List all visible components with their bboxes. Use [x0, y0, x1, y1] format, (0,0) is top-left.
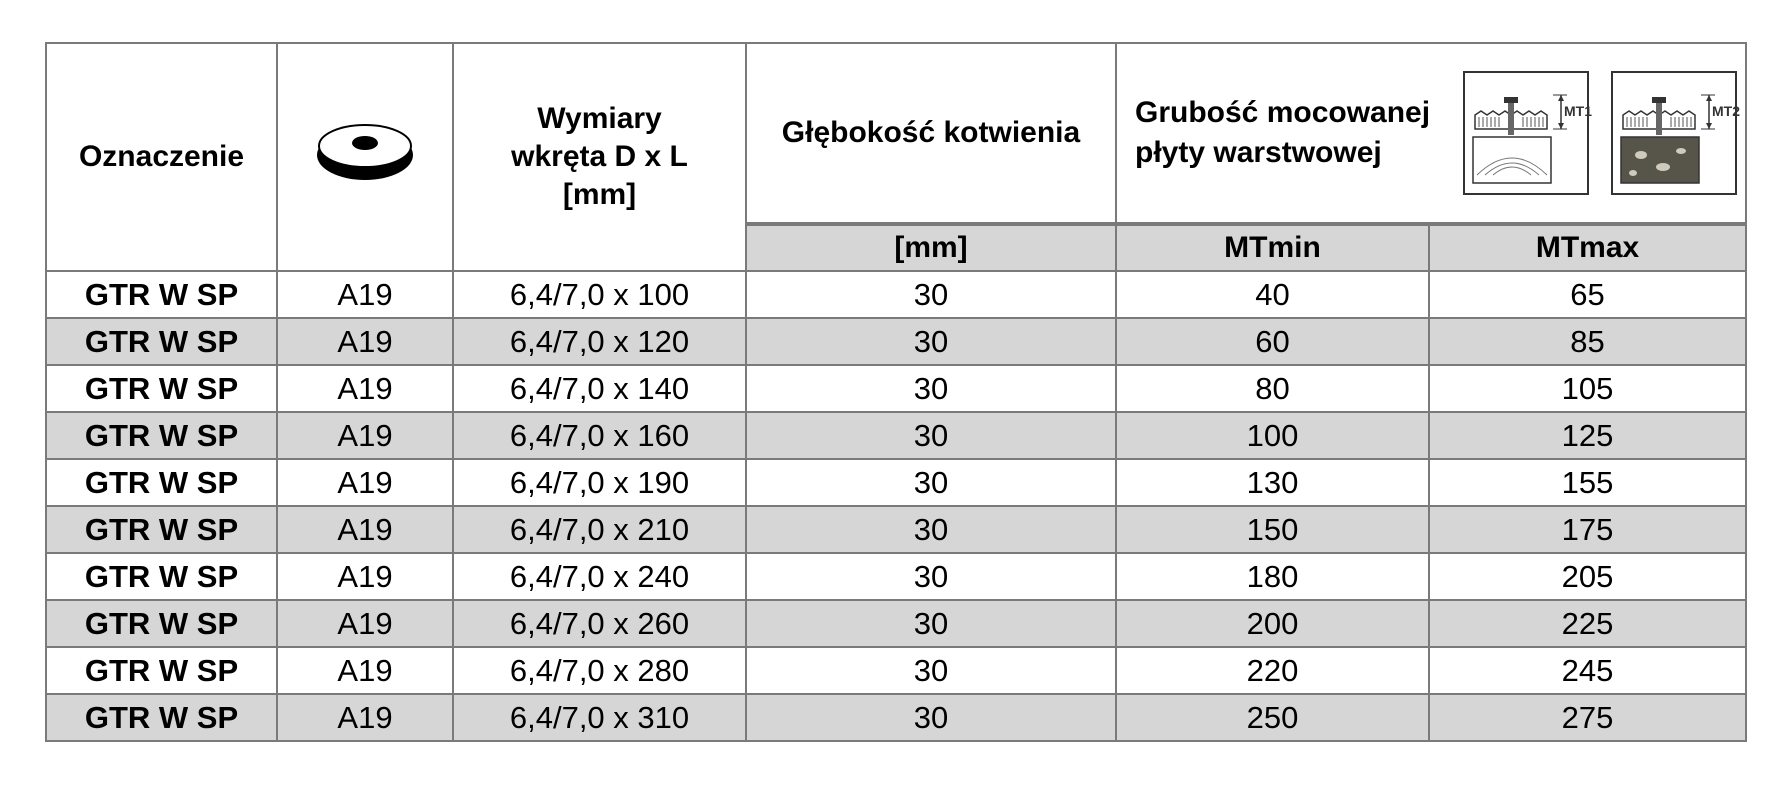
cell-depth: 30 [746, 318, 1116, 365]
cell-oznaczenie: GTR W SP [46, 318, 277, 365]
cell-dimensions: 6,4/7,0 x 120 [453, 318, 746, 365]
header-wymiary-line3: [mm] [562, 178, 637, 211]
table-row [46, 647, 1746, 694]
cell-mtmin: 80 [1116, 365, 1429, 412]
cell-washer: A19 [277, 647, 453, 694]
table-row [46, 459, 1746, 506]
table-row [46, 271, 1746, 318]
table-row [46, 365, 1746, 412]
header-washer [277, 43, 453, 271]
table-row [46, 600, 1746, 647]
cell-washer: A19 [277, 553, 453, 600]
cell-washer: A19 [277, 271, 453, 318]
cell-oznaczenie: GTR W SP [46, 412, 277, 459]
cell-depth: 30 [746, 365, 1116, 412]
header-wymiary-line2: wkręta D x L [511, 140, 688, 173]
spec-table-container [45, 42, 1745, 742]
cell-mtmin: 250 [1116, 694, 1429, 741]
cell-depth: 30 [746, 553, 1116, 600]
cell-dimensions: 6,4/7,0 x 160 [453, 412, 746, 459]
cell-oznaczenie: GTR W SP [46, 365, 277, 412]
cell-depth: 30 [746, 459, 1116, 506]
cell-mtmin: 200 [1116, 600, 1429, 647]
table-row [46, 318, 1746, 365]
cell-mtmin: 130 [1116, 459, 1429, 506]
cell-depth: 30 [746, 647, 1116, 694]
cell-mtmin: 40 [1116, 271, 1429, 318]
cell-oznaczenie: GTR W SP [46, 694, 277, 741]
diagram2-label: MT2 [1712, 103, 1741, 119]
header-oznaczenie: Oznaczenie [46, 43, 277, 271]
table-body [46, 271, 1746, 741]
cell-washer: A19 [277, 600, 453, 647]
cell-mtmax: 175 [1429, 506, 1746, 553]
header-wymiary-line1: Wymiary [537, 102, 662, 135]
cell-oznaczenie: GTR W SP [46, 459, 277, 506]
subheader-mtmax: MTmax [1429, 224, 1746, 271]
cell-oznaczenie: GTR W SP [46, 553, 277, 600]
cell-washer: A19 [277, 318, 453, 365]
table-row [46, 412, 1746, 459]
cell-mtmax: 85 [1429, 318, 1746, 365]
cell-mtmin: 180 [1116, 553, 1429, 600]
cell-mtmin: 100 [1116, 412, 1429, 459]
diagram-group [1463, 71, 1741, 195]
sandwich-panel-concrete-diagram-icon [1611, 71, 1741, 195]
header-wymiary [453, 43, 746, 271]
cell-mtmax: 275 [1429, 694, 1746, 741]
cell-mtmin: 150 [1116, 506, 1429, 553]
cell-depth: 30 [746, 600, 1116, 647]
cell-washer: A19 [277, 459, 453, 506]
header-grubosc-line1: Grubość mocowanej [1135, 96, 1431, 129]
cell-mtmax: 65 [1429, 271, 1746, 318]
cell-mtmin: 60 [1116, 318, 1429, 365]
diagram1-label: MT1 [1564, 103, 1593, 119]
cell-dimensions: 6,4/7,0 x 280 [453, 647, 746, 694]
cell-oznaczenie: GTR W SP [46, 600, 277, 647]
cell-oznaczenie: GTR W SP [46, 506, 277, 553]
header-row [46, 43, 1746, 224]
cell-depth: 30 [746, 694, 1116, 741]
cell-depth: 30 [746, 412, 1116, 459]
table-row [46, 694, 1746, 741]
header-grubosc-line2: płyty warstwowej [1135, 136, 1382, 169]
cell-dimensions: 6,4/7,0 x 260 [453, 600, 746, 647]
header-grubosc [1116, 43, 1746, 224]
cell-oznaczenie: GTR W SP [46, 647, 277, 694]
cell-dimensions: 6,4/7,0 x 140 [453, 365, 746, 412]
cell-oznaczenie: GTR W SP [46, 271, 277, 318]
header-glebokosc: Głębokość kotwienia [746, 43, 1116, 224]
sandwich-panel-wood-diagram-icon [1463, 71, 1593, 195]
cell-dimensions: 6,4/7,0 x 100 [453, 271, 746, 318]
cell-mtmax: 205 [1429, 553, 1746, 600]
spec-table [45, 42, 1747, 742]
cell-mtmin: 220 [1116, 647, 1429, 694]
cell-mtmax: 105 [1429, 365, 1746, 412]
cell-dimensions: 6,4/7,0 x 310 [453, 694, 746, 741]
cell-washer: A19 [277, 365, 453, 412]
cell-washer: A19 [277, 506, 453, 553]
subheader-mm: [mm] [746, 224, 1116, 271]
cell-washer: A19 [277, 412, 453, 459]
cell-dimensions: 6,4/7,0 x 240 [453, 553, 746, 600]
subheader-mtmin: MTmin [1116, 224, 1429, 271]
table-row [46, 553, 1746, 600]
cell-depth: 30 [746, 506, 1116, 553]
cell-mtmax: 225 [1429, 600, 1746, 647]
cell-dimensions: 6,4/7,0 x 190 [453, 459, 746, 506]
washer-icon [314, 121, 416, 183]
table-row [46, 506, 1746, 553]
cell-dimensions: 6,4/7,0 x 210 [453, 506, 746, 553]
cell-washer: A19 [277, 694, 453, 741]
cell-mtmax: 125 [1429, 412, 1746, 459]
cell-mtmax: 155 [1429, 459, 1746, 506]
cell-depth: 30 [746, 271, 1116, 318]
cell-mtmax: 245 [1429, 647, 1746, 694]
header-grubosc-text [1135, 93, 1430, 173]
